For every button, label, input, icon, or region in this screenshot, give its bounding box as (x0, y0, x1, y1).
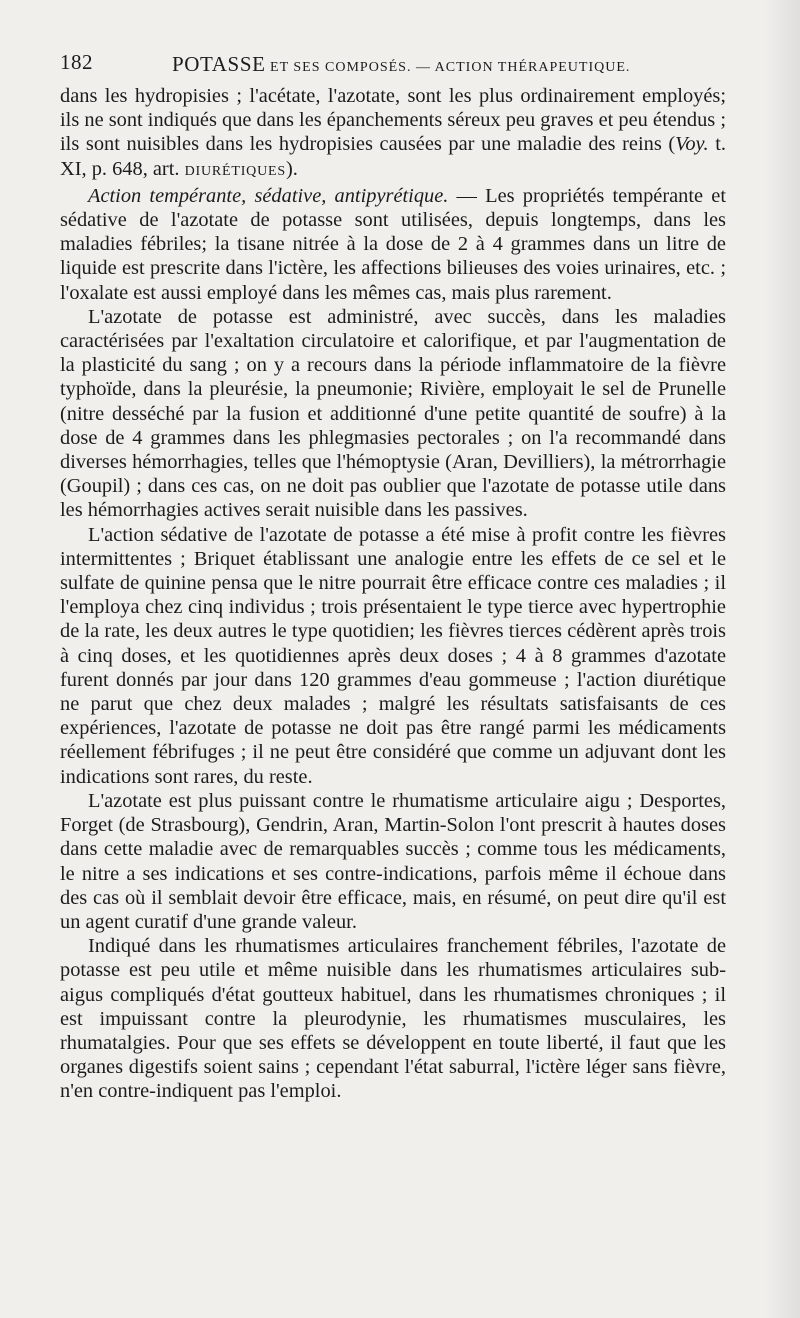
text-run: Voy. (675, 133, 709, 156)
paragraph (60, 84, 726, 184)
text-run: L'azotate est plus puissant contre le rhumatisme articulaire aigu ; Desportes, Forget (de Strasbourg), Gendrin, Aran, Martin-Solon l'ont prescrit à hautes doses dans cette maladie avec de remarquables succès ; comme tous les médicaments, le nitre a ses indications et ses contre-indications, parfois même il échoue dans des cas où il semblait devoir être efficace, mais, en résumé, on peut dire qu'il est un agent curatif d'une grande valeur. (60, 789, 726, 933)
running-title-rest: ET SES COMPOSÉS. — ACTION THÉRAPEUTIQUE. (265, 60, 631, 75)
text-run: L'action sédative de l'azotate de potasse a été mise à profit contre les fièvres intermittentes ; Briquet établissant une analogie entre les effets de ce sel et le sulfate de quinine pensa que le nitre pourrait être efficace contre ces maladies ; il l'employa chez cinq individus ; trois présentaient le type tierce avec hypertrophie de la rate, les deux autres le type quotidien; les fièvres tierces cédèrent après trois à cinq doses, et les quotidiennes après deux doses ; 4 à 8 grammes d'azotate furent donnés par jour dans 120 grammes d'eau gommeuse ; l'action diurétique ne parut que chez deux malades ; malgré les résultats satisfaisants de ces expériences, l'azotate de potasse ne doit pas être rangé parmi les médicaments réellement fébrifuges ; il ne peut être considéré que comme un adjuvant dont les indications sont rares, du reste. (60, 523, 726, 788)
running-title-main: POTASSE (172, 52, 266, 76)
running-title (172, 52, 630, 77)
text-run: dans les hydropisies ; l'acétate, l'azotate, sont les plus ordinairement employés; ils ne sont indiqués que dans les épanchements séreux peu graves et peu étendus ; ils sont nuisibles dans les hydropisies causées par une maladie des reins ( (60, 85, 726, 156)
paragraph (60, 789, 726, 934)
text-run: Action tempérante, sédative, antipyrétique. (88, 184, 449, 207)
text-run: — Les propriétés tempérante et sédative de l'azotate de potasse sont utilisées, depuis longtemps, dans les maladies fébriles; la tisane nitrée à la dose de 2 à 4 grammes dans un litre de liquide est prescrite dans l'ictère, les affections bilieuses des voies urinaires, etc. ; l'oxalate est aussi employé dans les mêmes cas, mais plus rarement. (60, 184, 726, 304)
running-header (60, 44, 726, 84)
page-edge-shadow (764, 0, 800, 1318)
paragraph (60, 523, 726, 789)
text-run: ). (285, 157, 298, 180)
text-run: L'azotate de potasse est administré, avec succès, dans les maladies caractérisées par l'exaltation circulatoire et calorifique, et par l'augmentation de la plasticité du sang ; on y a recours dans la période inflammatoire de la fièvre typhoïde, dans la pleurésie, la pneumonie; Rivière, employait le sel de Prunelle (nitre desséché par la fusion et additionné d'une petite quantité de soufre) à la dose de 4 grammes dans les phlegmasies pectorales ; on l'a recommandé dans diverses hémorrhagies, telles que l'hémoptysie (Aran, Devilliers), la métrorrhagie (Goupil) ; dans ces cas, on ne doit pas oublier que l'azotate de potasse utile dans les hémorrhagies actives serait nuisible dans les passives. (60, 305, 726, 522)
paragraph (60, 934, 726, 1103)
text-run: DIURÉTIQUES (184, 163, 286, 179)
page-number: 182 (60, 50, 93, 74)
paragraph (60, 184, 726, 305)
paragraph (60, 305, 726, 523)
body-text (60, 84, 726, 1104)
text-run: t. XI, p. 648, art. (60, 133, 726, 180)
text-run: Indiqué dans les rhumatismes articulaires franchement fébriles, l'azotate de potasse est peu utile et même nuisible dans les rhumatismes articulaires sub-aigus compliqués d'état goutteux habituel, dans les rhumatismes chroniques ; il est impuissant contre la pleurodynie, les rhumatismes musculaires, les rhumatalgies. Pour que ses effets se développent en toute liberté, il faut que les organes digestifs soient sains ; cependant l'état saburral, l'ictère léger sans fièvre, n'en contre-indiquent pas l'emploi. (60, 935, 726, 1103)
